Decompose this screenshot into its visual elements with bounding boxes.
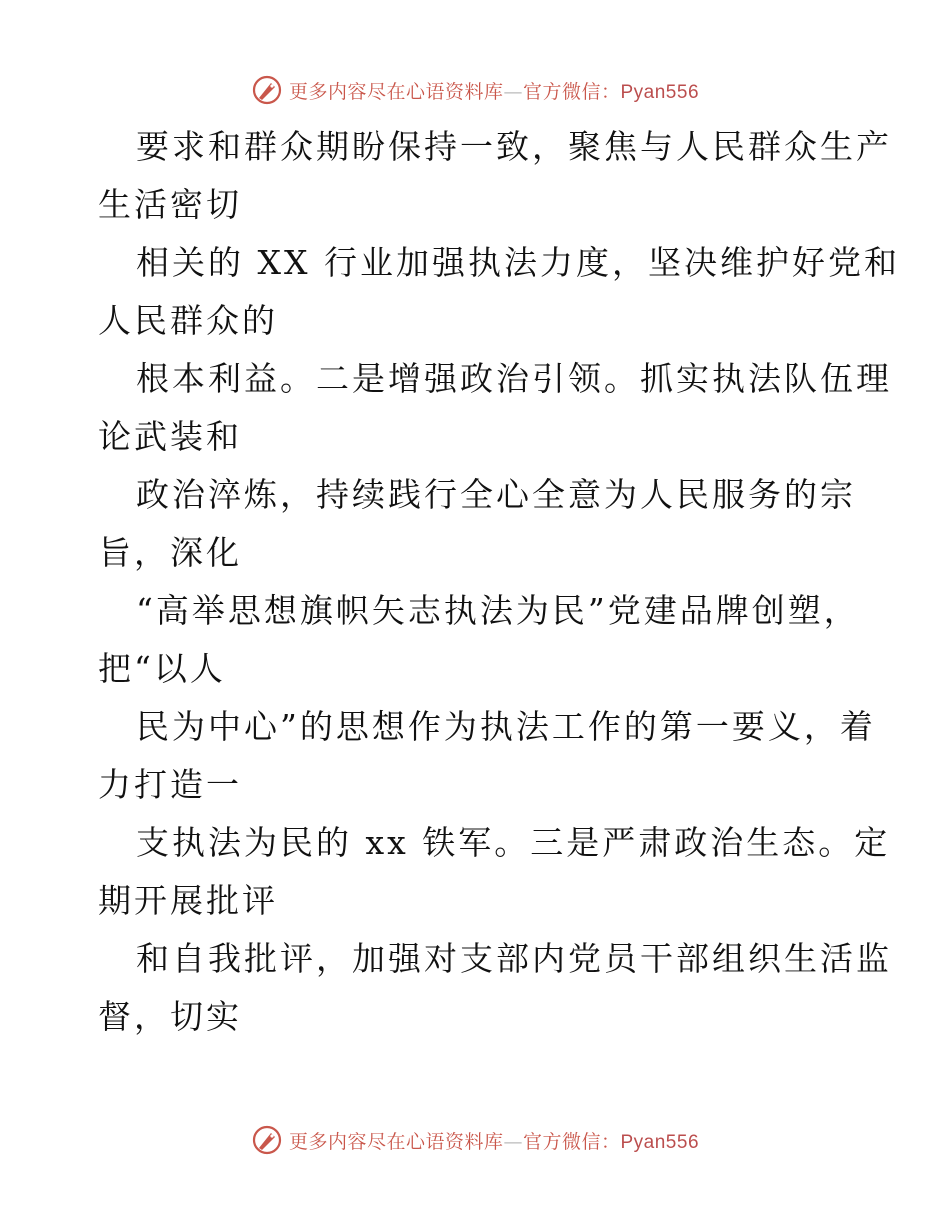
text-line: 期开展批评	[98, 881, 278, 920]
pen-nib-logo-icon	[251, 74, 283, 106]
header-watermark	[0, 72, 950, 108]
text-line: 要求和群众期盼保持一致，聚焦与人民群众生产	[136, 127, 892, 166]
text-line: 把“以人	[98, 649, 226, 688]
text-line: 相关的 XX 行业加强执法力度，坚决维护好党和	[136, 243, 900, 282]
watermark-text: 更多内容尽在心语资料库—官方微信：Pyan556	[288, 80, 700, 103]
text-line: 根本利益。二是增强政治引领。抓实执法队伍理	[136, 359, 892, 398]
watermark-text: 更多内容尽在心语资料库—官方微信：Pyan556	[288, 1130, 700, 1153]
text-line: 力打造一	[98, 765, 242, 804]
text-line: 旨，深化	[98, 533, 242, 572]
text-line: “高举思想旗帜矢志执法为民”党建品牌创塑，	[136, 591, 860, 630]
text-line: 生活密切	[98, 185, 242, 224]
text-line: 民为中心”的思想作为执法工作的第一要义，着	[136, 707, 876, 746]
text-line: 支执法为民的 xx 铁军。三是严肃政治生态。定	[136, 823, 891, 862]
document-body	[98, 118, 900, 1046]
text-line: 和自我批评，加强对支部内党员干部组织生活监	[136, 939, 892, 978]
pen-nib-logo-icon	[251, 1124, 283, 1156]
text-line: 督，切实	[98, 997, 242, 1036]
text-line: 政治淬炼，持续践行全心全意为人民服务的宗	[136, 475, 856, 514]
text-line: 论武装和	[98, 417, 242, 456]
footer-watermark	[0, 1122, 950, 1158]
text-line: 人民群众的	[98, 301, 278, 340]
